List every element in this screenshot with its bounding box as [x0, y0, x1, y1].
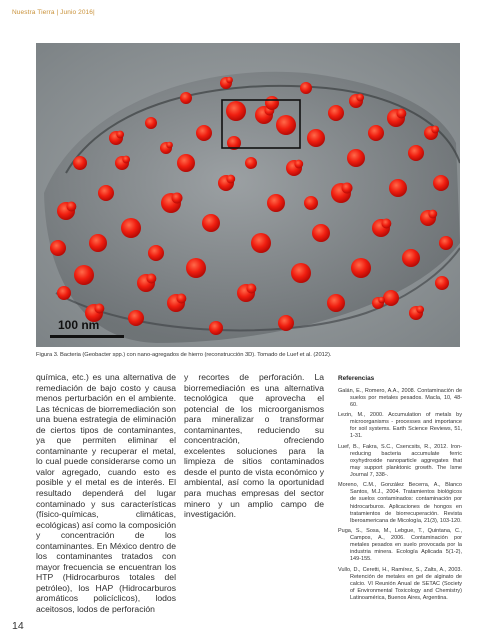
nanoparticle [356, 94, 364, 102]
nanoparticle [98, 185, 114, 201]
nanoparticle [176, 294, 186, 304]
nanoparticle [307, 129, 325, 147]
nanoparticle [347, 149, 365, 167]
nanoparticle [145, 117, 157, 129]
scale-bar [50, 335, 124, 338]
nanoparticle [312, 224, 330, 242]
reference-item: Moreno, C.M., González Becerra, A., Blanco Santos, M.J., 2004. Tratamientos biológicos de suelos contaminados: contaminación por hidrocarburos. Aplicaciones de hongos en tratamientos de biorrecuperación. Revista Iberoamericana de Micología, 21(3), 103-120. [338, 482, 462, 524]
reference-item: Galán, E., Romero, A.A., 2008. Contaminación de suelos por metales pesados. Macla, 10, 48-60. [338, 387, 462, 408]
body-paragraph-2: y recortes de perforación. La biorremediación es una alternativa tecnológica que aprovecha el potencial de los microorganismos para mineralizar o transformar contaminantes, reduciendo su concentración, ofreciendo excelentes soluciones para la limpieza de sitios contaminados desde el punto de vista económico y ambiental, así como la oportunidad para muchas empresas del sector minero y un amplio campo de investigación. [184, 372, 324, 520]
nanoparticle [389, 179, 407, 197]
body-paragraph-1: química, etc.) es una alternativa de remediación de bajo costo y causa menos perturbación en el ambiente. Las técnicas de biorremediación son una buena estrategia de eliminación de ciertos tipos de contaminantes, ya que permiten eliminar el contaminante y recuperar el metal, lo cual puede considerarse como un valor agregado, cuando esto es posible y el metal es de interés. El resultado dependerá del lugar contaminado y sus características (físico-químicas, climáticas, ecológicas) así como la composición y concentración de los contaminantes. En México dentro de los contaminantes tratados con mayor frecuencia se encuentran los HTP (Hidrocarburos totales del petróleo), los HAP (Hidrocarburos aromáticos policíclicos), lodos aceitosos, lodos de perforación [36, 372, 176, 615]
nanoparticle [433, 175, 449, 191]
running-header: Nuestra Tierra | Junio 2016| [12, 9, 95, 16]
reference-item: Luef, B., Fakra, S.C., Csencsits, R., 2012. Iron-reducing bacteria accumulate ferric oxyhydroxide nanoparticle aggregates that may support planktonic growth. The Isme Journal 7, 338-. [338, 443, 462, 478]
nanoparticle [402, 249, 420, 267]
nanoparticle [416, 306, 424, 314]
nanoparticle [226, 77, 233, 84]
body-column-2 [184, 372, 324, 520]
nanoparticle [267, 194, 285, 212]
nanoparticle [304, 196, 318, 210]
bacteria-figure [36, 43, 460, 347]
nanoparticle [431, 126, 439, 134]
nanoparticle [146, 274, 156, 284]
page-number: 14 [12, 620, 24, 632]
nanoparticle [342, 183, 353, 194]
nanoparticle [245, 157, 257, 169]
nanoparticle [122, 156, 130, 164]
nanoparticle [66, 202, 76, 212]
nanoparticle [278, 315, 294, 331]
references-column [338, 372, 462, 605]
nanoparticle [186, 258, 206, 278]
figure-caption: Figura 3. Bacteria (Geobacter spp.) con nano-agregados de hierro (reconstrucción 3D). Tomado de Luef et al. (2012). [36, 352, 332, 358]
scale-bar-label: 100 nm [58, 318, 100, 332]
nanoparticle [435, 276, 449, 290]
nanoparticle [351, 258, 371, 278]
nanoparticle [116, 131, 124, 139]
nanoparticle [396, 109, 406, 119]
nanoparticle [327, 294, 345, 312]
nanoparticle [291, 263, 311, 283]
reference-item: Puga, S., Sosa, M., Lebgue, T., Quintana, C., Campos, A., 2006. Contaminación por metales pesados en suelo provocada por la industria minera. Ecología Aplicada 5(1-2), 149-155. [338, 527, 462, 563]
nanoparticle [246, 284, 256, 294]
nanoparticle [172, 193, 183, 204]
nanoparticle [57, 286, 71, 300]
bacteria-micrograph [36, 43, 460, 347]
nanoparticle [89, 234, 107, 252]
nanoparticle [226, 101, 246, 121]
nanoparticle [226, 175, 235, 184]
nanoparticle [408, 145, 424, 161]
nanoparticle [276, 115, 296, 135]
nanoparticle [74, 265, 94, 285]
nanoparticle [166, 142, 173, 149]
nanoparticle [73, 156, 87, 170]
nanoparticle [148, 245, 164, 261]
nanoparticle [94, 304, 104, 314]
reference-item: Lezin, M., 2000. Accumulation of metals by microorganisms - processes and importance for soil systems. Earth Science Reviews, 51, 1-31. [338, 412, 462, 440]
nanoparticle [177, 154, 195, 172]
nanoparticle [300, 82, 312, 94]
nanoparticle [328, 105, 344, 121]
nanoparticle [202, 214, 220, 232]
nanoparticle [428, 210, 437, 219]
nanoparticle [128, 310, 144, 326]
nanoparticle [439, 236, 453, 250]
nanoparticle [196, 125, 212, 141]
nanoparticle [294, 160, 303, 169]
nanoparticle [381, 219, 391, 229]
nanoparticle [50, 240, 66, 256]
nanoparticle [121, 218, 141, 238]
nanoparticle [180, 92, 192, 104]
nanoparticle [368, 125, 384, 141]
reference-item: Vullo, D., Ceretti, H., Ramírez, S., Zalts, A., 2003. Retención de metales en gel de alginato de calcio. VI Reunión Anual de SETAC (Society of Environmental Toxicology and Chemistry) Latinoamérica, Buenos Aires, Argentina. [338, 566, 462, 602]
nanoparticle [378, 297, 385, 304]
references-title: Referencias [338, 375, 375, 382]
body-column-1 [36, 372, 176, 615]
nanoparticle [265, 96, 279, 110]
nanoparticle [251, 233, 271, 253]
nanoparticle [383, 290, 399, 306]
nanoparticle [209, 321, 223, 335]
